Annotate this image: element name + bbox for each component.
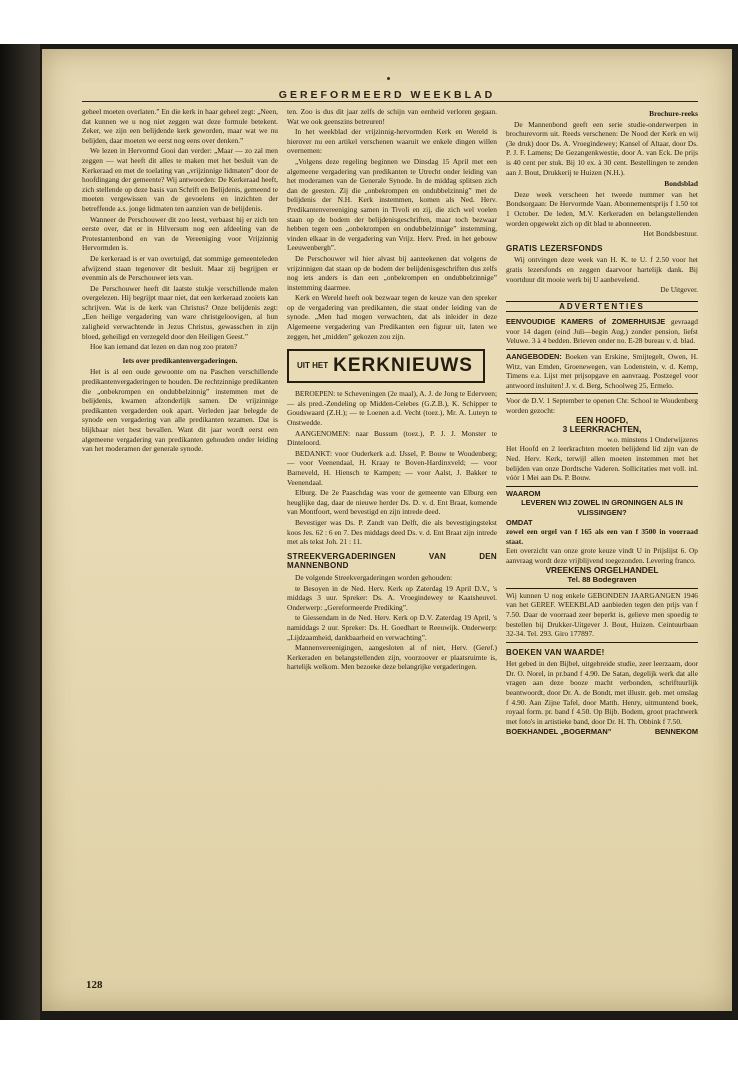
bogerman-place: BENNEKOM (654, 727, 698, 737)
masthead-rule (82, 101, 698, 102)
kerknieuws-prefix: UIT HET (297, 361, 329, 371)
streek-heading: STREEKVERGADERINGEN VAN DEN MANNENBOND (287, 551, 497, 571)
kerk-paragraph: Bevestiger was Ds. P. Zandt van Delft, die als bevestigingstekst koos Jes. 62 : 6 en 7. Des middags deed Ds. v. d. Ent Braat zijn intrede met als tekst Joh. 21 : 11. (287, 517, 497, 547)
ad-block (506, 315, 698, 350)
kerk-paragraph: BEROEPEN: te Scheveningen (2e maal), A. J. de Jong te Ederveen; — als pred.-Zendeling op Midden-Celebes (G.Z.B.), K. Schipper te Goudswaard (Z.H.); — te Loenen a.d. Vecht (toez.), Mr. A. Luteyn te Onstwedde. (287, 389, 497, 428)
col2-paragraph: De Perschouwer wil hier alvast bij aanteekenen dat volgens de vrijzinnigen dat staan op de bodem der belijdenisgeschriften dus zelfs nog iets anders is dan een „onbekrompen en ondubbelzinnige” instemming daarmee. (287, 253, 497, 292)
col1-paragraph: We lezen in Hervormd Gooi dan verder: „Maar — zo zal men zeggen — wat heeft dit alles te maken met het besluit van de Kerkeraad en met de toelating van „vrijzinnige lidmaten” door de hoofdingang der gemeente? Wij antwoorden: De Kerkeraad heeft, zich stellende op deze basis van Schrift en Belijdenis, gemeend te moeten vergewissen van de gevoelens en inzichten der betreffende a.s. jonge lidmaten ten aanzien van de belijdenis. (82, 146, 278, 213)
column-2 (287, 107, 497, 987)
page-dot (387, 77, 390, 80)
bondsblad-subhead: Bondsblad (664, 179, 698, 189)
col1-paragraph: Hoe kan iemand dat lezen en dan nog zoo praten? (90, 342, 238, 352)
ad-leerkrachten: 3 LEERKRACHTEN, (562, 424, 642, 435)
col1-paragraph: De kerkeraad is er van overtuigd, dat sommige gemeenteleden afwijzend staan tegenover dit besluit. Maar zij begrijpen er evenmin als de Perschouwer iets van. (82, 253, 278, 283)
bondsblad-paragraph: Deze week verscheen het tweede nummer van het Bondsorgaan: De Hervormde Vaan. Abonnementsprijs f 1.50 tot 1 October. De leden, M.V. Kerkeraden en belangstellenden worden opgewekt zich op dit blad te abonneeren. (506, 189, 698, 228)
waarom-label: WAAROM (506, 488, 541, 498)
column-3 (506, 107, 698, 987)
vreekens-label: VREEKENS ORGELHANDEL (545, 564, 659, 575)
ad-title: EENVOUDIGE KAMERS of ZOMERHUISJE (506, 317, 666, 327)
kerk-paragraph: BEDANKT: voor Ouderkerk a.d. IJssel, P. Bouw te Woudenberg; — voor Veenendaal, H. Kraay te Boven-Hardinxveld; — voor Barneveld, H. Hiensch te Kampen; — voor Aalst, J. Bakker te Veenendaal. (287, 448, 497, 487)
leveren-label: LEVEREN WIJ ZOWEL IN GRONINGEN ALS IN VLISSINGEN? (521, 498, 683, 517)
masthead-title: GEREFORMEERD WEEKBLAD (278, 89, 496, 101)
uitgever-signature: De Uitgever. (660, 285, 698, 295)
gratis-paragraph: Wij ontvingen deze week van H. K. te U. f 2.50 voor het gratis lezersfonds en zeggen daarvoor hartelijk dank. Bij voortduur dit mooie werk bij U aanbevelend. (506, 255, 698, 284)
col2-paragraph: In het weekblad der vrijzinnig-hervormden Kerk en Wereld is hierover nu een artikel verschenen waaruit we enkele dingen willen overnemen: (287, 127, 497, 156)
kerk-paragraph: Elburg. De 2e Paaschdag was voor de gemeente van Elburg een heuglijke dag, daar de nieuwe herder Ds. D. v. d. Ent Braat, komende van Montfoort, werd bevestigd en zijn intrede deed. (287, 488, 497, 517)
omdat-label: OMDAT (506, 517, 533, 527)
orgel-text-2: Een overzicht van onze grote keuze vindt U in Prijslijst 6. Op aanvraag wordt deze vrijblijvend toegezonden. Levering franco. (506, 546, 698, 565)
bondsbestuur-signature: Het Bondsbestuur. (643, 229, 698, 239)
orgel-text: zowel een orgel van f 165 als een van f 3500 in voorraad staat. (506, 527, 698, 546)
ad-hoofd: EEN HOOFD, (575, 414, 629, 425)
ad-school-text: Het Hoofd en 2 leerkrachten moeten belijdend lid zijn van de Ned. Herv. Kerk, terwijl allen moeten instemmen met het belijden van onze Dordtsche Vaderen. Sollicitaties met voll. inl. vóór 1 Mei aan Ds. P. Bouw. (506, 444, 698, 483)
kerknieuws-title: KERKNIEUWS (333, 355, 473, 377)
col2-paragraph: ten. Zoo is dus dit jaar zelfs de schijn van eenheid verloren gegaan. Wat we ook geenszins betreuren! (287, 107, 497, 126)
bogerman-name: BOEKHANDEL „BOGERMAN” (506, 727, 612, 737)
orgel-ad (506, 487, 698, 589)
ad-onderwijzeres: w.o. minstens 1 Onderwijzeres (607, 434, 698, 444)
col1-paragraph: De Perschouwer heeft dit laatste stukje verschillende malen overgelezen. Hij begrijpt maar niet, dat een kerkeraad zooiets kan schrijven. Wat is de kerk van Christus? Onze belijdenis zegt: „Een heilige vergadering van ware christgeloovigen, al hun zaligheid verwachtende in Jezus Christus, gewasschen in zijn bloed, geheiligd en verzegeld door den Heiligen Geest.” (82, 283, 278, 341)
book-spine (0, 44, 40, 1020)
ad-block (506, 350, 698, 394)
ad-text: gevraagd voor 14 dagen (eind Juli—begin Aug.) zonder pension, liefst Veluwe. 3 à 4 bedden. Brieven onder no. E-28 bureau v. d. blad. (506, 317, 698, 346)
boeken-text: Het gebed in den Bijbel, uitgebreide studie, zeer leerzaam, door Dr. O. Norel, in pr.band f 4.90. De Satan, degelijk werk dat alle vragen aan deze booze macht verbonden, schriftuurlijk beantwoordt, door Dr. A. de Bondt, met illustr. geb. met omslag f 4.90. Aan Zijne Tafel, door Matth. Henry, uitmuntend boek, royaal form. pr. band f 4.50. Op Bijb. Bodem, groot prachtwerk met foto's in artistieke band, door Dr. H. Th. Obbink f 7.50. (506, 659, 698, 726)
ad-text: Boeken van Erskine, Smijtegelt, Owen, H. Witz, van Emden, Groenewegen, van Lodenstein, v. d. Kemp, Timens e.a. Lijst met prijsopgave en aanvraag. Postzegel voor antwoord insluiten! J. v. d. Berg, Schoolweg 25, Ermelo. (506, 352, 698, 390)
streek-paragraph: te Giessendam in de Ned. Herv. Kerk op D.V. Zaterdag 19 April, 's namiddags 2 uur. Spreker: Ds. H. Goedhart te Reeuwijk. Onderwerp: „Lijdzaamheid, dankbaarheid en verwachting”. (287, 613, 497, 642)
col2-paragraph: Kerk en Wereld heeft ook bezwaar tegen de keuze van den spreker op de vergadering van predikanten, die staat onder leiding van de synode. „Men had mogen verwachten, dat als inleider in deze Algemeene vergadering van Predikanten een figuur uit, laten we zeggen, het „midden” gekozen zou zijn. (287, 293, 497, 341)
column-1 (82, 107, 278, 987)
ad-text: Voor de D.V. 1 September te openen Chr. School te Woudenberg worden gezocht: (506, 396, 698, 416)
ad-title: AANGEBODEN: (506, 352, 562, 362)
col1-subhead: Iets over predikantenvergaderingen. (122, 355, 238, 365)
page-number: 128 (86, 979, 103, 991)
scan-background (0, 44, 738, 1020)
col1-paragraph: Wanneer de Perschouwer dit zoo leest, verbaast hij er zich ten eerste over, dat er in Hilversum nog een afdeeling van de Protestantenbond en van de Vereeniging voor Vrijzinnig Hervormden is. (82, 214, 278, 253)
newspaper-page (42, 49, 732, 1011)
col2-paragraph: „Volgens deze regeling beginnen we Dinsdag 15 April met een algemeene vergadering van predikanten te Utrecht onder leiding van het moderamen van de Generale Synode. In de middag splitsen zich dan de geesten. Zij die „onbekrompen en ondubbelzinnig” met de belijdenis der N.H. Kerk instemmen, komen als Ned. Herv. Predikantenvereeniging samen in Tivoli en zij, die zich wel voelen staan op de bodem der belijdenisgeschriften, maar toch bezwaar hebben tegen een „onbekrompen en ondubbelzinnige” instemming, vinden elkaar in de vergadering van Vrijz. Herv. Pred. in het gebouw Leeuwenbergh”. (287, 156, 497, 253)
brochure-paragraph: De Mannenbond geeft een serie studie-onderwerpen in brochurevorm uit. Reeds verschenen: De Nood der Kerk en wij (3e druk) door Ds. A. Vroegindewey; Kansel of Altaar, door Ds. P. J. F. Lamens; De Gezangenkwestie, door A. van Eck. De prijs is 40 cent per stuk. Bij 10 ex. à 30 cent. Bestellingen te zenden aan J. Bout, Drukkerij te Huizen (N.H.). (506, 119, 698, 177)
col1-paragraph: Het is al een oude gewoonte om na Paschen verschillende predikantenvergaderingen te houden. De rechtzinnige predikanten die „onbekrompen en ondubbelzinnig” instemmen met de belijdenis, kwamen afzonderlijk samen. De vrijzinnige predikanten vergaderden ook apart. Verleden jaar belegde de synode een vergadering van alle predikanten tezamen. Dat is blijkbaar niet best bevallen. Want dit jaar wordt eerst een algemeene vergadering van predikanten gehouden onder leiding van het moderamen der generale synode. (82, 367, 278, 454)
vreekens-tel: Tel. 88 Bodegraven (567, 575, 637, 585)
kerknieuws-banner (287, 349, 485, 383)
kerk-paragraph: AANGENOMEN: naar Bussum (toez.), P. J. J. Monster te Dinteloord. (287, 428, 497, 448)
col1-paragraph: geheel moeten overlaten.” En die kerk in haar geheel zegt: „Neen, dat kunnen we u nog niet zeggen wat deze formule betekent. Zeker, we zijn een belijdende kerk geworden, maar wat we nu belijden, daar moeten we eerst nog eens over denken.” (82, 107, 278, 145)
jaargangen-ad (506, 589, 698, 643)
boeken-heading: BOEKEN VAN WAARDE! (506, 647, 605, 657)
streek-paragraph: te Besoyen in de Ned. Herv. Kerk op Zaterdag 19 April D.V., 's middags 3 uur. Spreker: Ds. A. Vroegindewey te Kaatsheuvel. Onderwerp: „Gereformeerde Prediking”. (287, 583, 497, 612)
advertenties-heading: ADVERTENTIES (506, 301, 698, 313)
streek-paragraph: De volgende Streekvergaderingen worden gehouden: (295, 572, 453, 582)
streek-paragraph: Mannenvereenigingen, aangesloten al of niet, Herv. (Geref.) Kerkeraden en belangstellenden zijn, voorzoover er plaatsruimte is, hartelijk welkom. Men bezoeke deze belangrijke vergaderingen. (287, 643, 497, 672)
ad-block (506, 394, 698, 486)
bogerman-footer (506, 727, 698, 737)
jaargangen-text: Wij kunnen U nog enkele GEBONDEN JAARGANGEN 1946 van het GEREF. WEEKBLAD aanbieden tegen den prijs van f 7.50. Daar de voorraad zeer beperkt is, gelieve men spoedig te bestellen bij Drukker-Uitgever J. Bout, Huizen. Ceintuurbaan 32-34. Tel. 293. Giro 177897. (506, 590, 698, 639)
brochure-subhead: Brochure-reeks (649, 109, 698, 118)
gratis-heading: GRATIS LEZERSFONDS (506, 243, 603, 253)
